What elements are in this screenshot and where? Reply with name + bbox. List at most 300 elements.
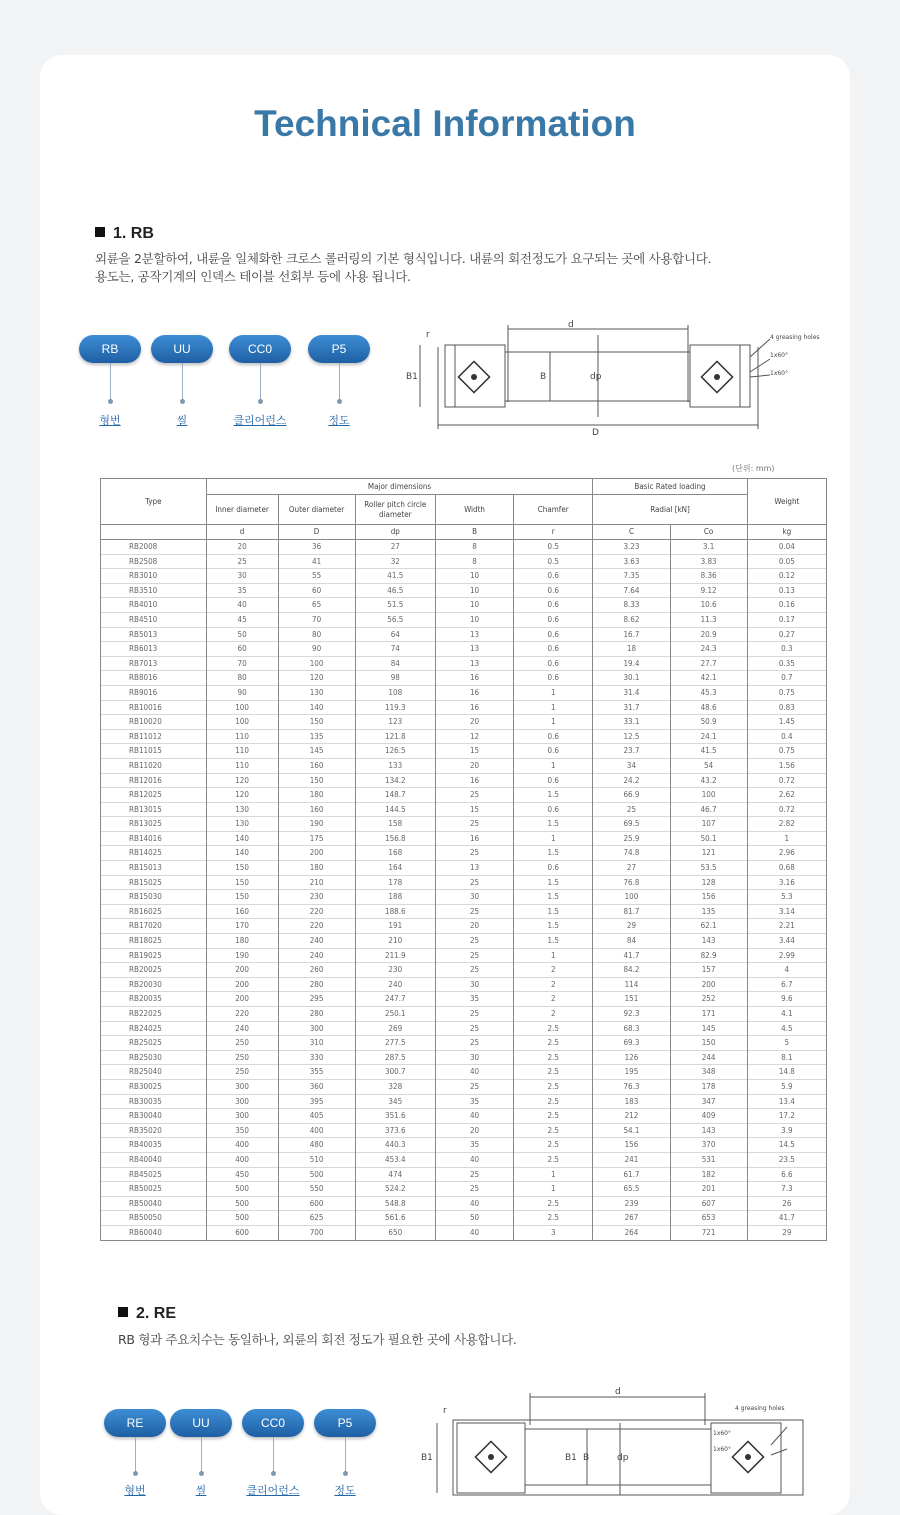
table-cell: 453.4 (355, 1152, 435, 1167)
table-row (101, 861, 827, 876)
table-cell: 650 (355, 1225, 435, 1240)
table-cell: 351.6 (355, 1109, 435, 1124)
header-basic-rated-loading: Basic Rated loading (593, 479, 747, 495)
table-cell: 140 (206, 846, 278, 861)
cell-type: RB20035 (101, 992, 207, 1007)
table-cell: 500 (278, 1167, 355, 1182)
table-cell: 1 (514, 831, 593, 846)
table-row (101, 1050, 827, 1065)
table-cell: 2.5 (514, 1050, 593, 1065)
dim-d: d (615, 1387, 621, 1397)
table-row (101, 788, 827, 803)
table-cell: 4.5 (747, 1021, 826, 1036)
table-cell: 160 (278, 802, 355, 817)
table-cell: 347 (670, 1094, 747, 1109)
cell-type: RB4010 (101, 598, 207, 613)
table-cell: 5.9 (747, 1079, 826, 1094)
table-cell: 190 (206, 948, 278, 963)
table-cell: 0.3 (747, 642, 826, 657)
table-cell: 10 (435, 598, 513, 613)
table-cell: 1.56 (747, 758, 826, 773)
table-cell: 2.96 (747, 846, 826, 861)
code-pill-clearance: CC0 (229, 335, 291, 363)
table-cell: 0.13 (747, 583, 826, 598)
table-cell: 14.5 (747, 1138, 826, 1153)
table-cell: 0.6 (514, 569, 593, 584)
cell-type: RB40035 (101, 1138, 207, 1153)
angle-label: 1x60° (713, 1446, 732, 1453)
table-cell: 200 (206, 977, 278, 992)
cell-type: RB15030 (101, 890, 207, 905)
table-cell: 40 (435, 1065, 513, 1080)
table-row (101, 758, 827, 773)
table-cell: 120 (278, 671, 355, 686)
table-cell: 81.7 (593, 904, 670, 919)
table-row (101, 1036, 827, 1051)
table-cell: 25 (206, 554, 278, 569)
table-cell: 25 (435, 963, 513, 978)
cell-type: RB30040 (101, 1109, 207, 1124)
table-cell: 140 (278, 700, 355, 715)
cell-type: RB60040 (101, 1225, 207, 1240)
table-row (101, 875, 827, 890)
table-cell: 41.5 (670, 744, 747, 759)
table-cell: 1.5 (514, 890, 593, 905)
cell-type: RB12016 (101, 773, 207, 788)
section-description-line: 용도는, 공작기계의 인덱스 테이블 선회부 등에 사용 됩니다. (95, 269, 411, 284)
table-cell: 0.6 (514, 642, 593, 657)
table-cell: 188 (355, 890, 435, 905)
table-cell: 1 (514, 1167, 593, 1182)
header-width: Width (435, 495, 513, 525)
table-cell: 1 (514, 758, 593, 773)
dim-dp: dp (590, 372, 602, 382)
table-cell: 7.35 (593, 569, 670, 584)
leader-dot (180, 399, 185, 404)
table-cell: 25 (435, 904, 513, 919)
table-cell: 25 (435, 817, 513, 832)
table-cell: 607 (670, 1196, 747, 1211)
table-cell: 158 (355, 817, 435, 832)
table-cell: 41.7 (593, 948, 670, 963)
table-cell: 191 (355, 919, 435, 934)
table-cell: 264 (593, 1225, 670, 1240)
table-cell: 150 (206, 861, 278, 876)
table-cell: 66.9 (593, 788, 670, 803)
table-cell: 110 (206, 729, 278, 744)
table-cell: 7.64 (593, 583, 670, 598)
table-cell: 1 (514, 700, 593, 715)
table-cell: 252 (670, 992, 747, 1007)
table-cell: 180 (206, 934, 278, 949)
rb-cross-section-drawing (400, 317, 840, 437)
leader-line (345, 1437, 346, 1473)
table-cell: 2.5 (514, 1094, 593, 1109)
header-type: Type (101, 479, 207, 525)
table-cell: 35 (435, 992, 513, 1007)
table-cell: 0.4 (747, 729, 826, 744)
table-cell: 561.6 (355, 1211, 435, 1226)
section-description-rb (95, 250, 815, 286)
table-cell: 550 (278, 1182, 355, 1197)
table-cell: 0.27 (747, 627, 826, 642)
table-cell: 8 (435, 540, 513, 555)
cell-type: RB2008 (101, 540, 207, 555)
table-cell: 26 (747, 1196, 826, 1211)
table-cell: 120 (206, 773, 278, 788)
table-cell: 3.44 (747, 934, 826, 949)
table-cell: 25 (435, 875, 513, 890)
table-cell: 3.63 (593, 554, 670, 569)
table-cell: 36 (278, 540, 355, 555)
header-roller-pitch: Roller pitch circle diameter (355, 495, 435, 525)
cell-type: RB15025 (101, 875, 207, 890)
dim-D: D (592, 428, 599, 437)
table-cell: 300 (206, 1094, 278, 1109)
table-cell: 10 (435, 583, 513, 598)
content-card (40, 55, 850, 1515)
cell-type: RB50050 (101, 1211, 207, 1226)
table-cell: 0.6 (514, 598, 593, 613)
table-cell: 16 (435, 831, 513, 846)
table-cell: 250 (206, 1050, 278, 1065)
table-cell: 40 (206, 598, 278, 613)
table-cell: 2.5 (514, 1123, 593, 1138)
table-cell: 74 (355, 642, 435, 657)
table-cell: 0.6 (514, 671, 593, 686)
table-cell: 500 (206, 1182, 278, 1197)
table-cell: 3.14 (747, 904, 826, 919)
table-cell: 23.7 (593, 744, 670, 759)
table-cell: 135 (670, 904, 747, 919)
table-cell: 244 (670, 1050, 747, 1065)
table-cell: 168 (355, 846, 435, 861)
leader-line (201, 1437, 202, 1473)
table-cell: 24.3 (670, 642, 747, 657)
table-cell: 23.5 (747, 1152, 826, 1167)
table-cell: 170 (206, 919, 278, 934)
table-cell: 1 (514, 685, 593, 700)
table-cell: 330 (278, 1050, 355, 1065)
unit-note: (단위: mm) (732, 464, 775, 473)
angle-label: 1x60° (770, 370, 789, 377)
header-weight: Weight (747, 479, 826, 525)
table-cell: 20 (435, 1123, 513, 1138)
cell-type: RB22025 (101, 1007, 207, 1022)
table-cell: 211.9 (355, 948, 435, 963)
table-cell: 100 (206, 700, 278, 715)
table-cell: 41.7 (747, 1211, 826, 1226)
table-row (101, 700, 827, 715)
table-cell: 42.1 (670, 671, 747, 686)
table-cell: 0.7 (747, 671, 826, 686)
table-cell: 0.6 (514, 583, 593, 598)
dim-B: B (583, 1453, 590, 1463)
table-cell: 130 (278, 685, 355, 700)
cell-type: RB12025 (101, 788, 207, 803)
table-cell: 195 (593, 1065, 670, 1080)
leader-line (273, 1437, 274, 1473)
table-row (101, 1225, 827, 1240)
table-cell: 240 (355, 977, 435, 992)
table-cell: 241 (593, 1152, 670, 1167)
table-cell: 100 (670, 788, 747, 803)
table-cell: 150 (278, 773, 355, 788)
table-cell: 6.6 (747, 1167, 826, 1182)
table-cell: 0.72 (747, 773, 826, 788)
table-row (101, 919, 827, 934)
table-cell: 201 (670, 1182, 747, 1197)
table-body (101, 540, 827, 1241)
header-sym-d: d (206, 525, 278, 540)
header-radial: Radial [kN] (593, 495, 747, 525)
code-pill-seal: UU (151, 335, 213, 363)
table-cell: 0.5 (514, 540, 593, 555)
table-cell: 2.5 (514, 1211, 593, 1226)
header-outer-diameter: Outer diameter (278, 495, 355, 525)
table-cell: 277.5 (355, 1036, 435, 1051)
table-cell: 9.12 (670, 583, 747, 598)
cell-type: RB2508 (101, 554, 207, 569)
table-cell: 126 (593, 1050, 670, 1065)
table-cell: 143 (670, 1123, 747, 1138)
table-cell: 182 (670, 1167, 747, 1182)
table-row (101, 977, 827, 992)
table-cell: 0.75 (747, 685, 826, 700)
table-cell: 25 (593, 802, 670, 817)
leader-line (135, 1437, 136, 1473)
table-cell: 143 (670, 934, 747, 949)
table-cell: 171 (670, 1007, 747, 1022)
table-cell: 2.82 (747, 817, 826, 832)
table-cell: 14.8 (747, 1065, 826, 1080)
table-cell: 20 (206, 540, 278, 555)
dim-B1: B1 (565, 1453, 577, 1463)
table-cell: 1.5 (514, 788, 593, 803)
table-cell: 400 (278, 1123, 355, 1138)
table-row (101, 685, 827, 700)
table-cell: 600 (206, 1225, 278, 1240)
table-cell: 0.6 (514, 656, 593, 671)
table-cell: 2 (514, 1007, 593, 1022)
table-cell: 183 (593, 1094, 670, 1109)
table-cell: 0.6 (514, 861, 593, 876)
table-cell: 240 (278, 948, 355, 963)
table-cell: 0.68 (747, 861, 826, 876)
code-label-clearance: 클리어런스 (246, 1484, 300, 1497)
table-cell: 33.1 (593, 715, 670, 730)
table-cell: 121 (670, 846, 747, 861)
cell-type: RB25025 (101, 1036, 207, 1051)
header-chamfer: Chamfer (514, 495, 593, 525)
table-cell: 0.05 (747, 554, 826, 569)
section-heading-rb: 1. RB (95, 225, 154, 243)
table-cell: 25 (435, 788, 513, 803)
table-cell: 5 (747, 1036, 826, 1051)
table-cell: 450 (206, 1167, 278, 1182)
table-cell: 69.5 (593, 817, 670, 832)
table-cell: 260 (278, 963, 355, 978)
table-cell: 2.5 (514, 1065, 593, 1080)
table-cell: 84 (593, 934, 670, 949)
table-cell: 25 (435, 934, 513, 949)
table-cell: 13.4 (747, 1094, 826, 1109)
cell-type: RB14025 (101, 846, 207, 861)
code-label-seal: 씰 (195, 1484, 207, 1497)
table-cell: 27.7 (670, 656, 747, 671)
leader-dot (343, 1471, 348, 1476)
table-cell: 175 (278, 831, 355, 846)
cell-type: RB5013 (101, 627, 207, 642)
table-cell: 46.5 (355, 583, 435, 598)
code-pill-type: RE (104, 1409, 166, 1437)
table-cell: 121.8 (355, 729, 435, 744)
table-cell: 0.16 (747, 598, 826, 613)
table-cell: 56.5 (355, 612, 435, 627)
leader-dot (337, 399, 342, 404)
cell-type: RB50025 (101, 1182, 207, 1197)
table-cell: 1.5 (514, 817, 593, 832)
table-cell: 10 (435, 569, 513, 584)
table-cell: 395 (278, 1094, 355, 1109)
table-cell: 70 (206, 656, 278, 671)
table-cell: 10 (435, 612, 513, 627)
square-bullet-icon (118, 1307, 128, 1317)
table-cell: 0.6 (514, 802, 593, 817)
table-cell: 30 (435, 890, 513, 905)
table-row (101, 963, 827, 978)
leader-line (339, 363, 340, 401)
re-cross-section-drawing (415, 1385, 810, 1500)
table-cell: 250 (206, 1036, 278, 1051)
table-cell: 160 (278, 758, 355, 773)
table-cell: 157 (670, 963, 747, 978)
table-row (101, 540, 827, 555)
header-sym-blank (101, 525, 207, 540)
table-cell: 64 (355, 627, 435, 642)
header-sym-B: B (435, 525, 513, 540)
leader-dot (271, 1471, 276, 1476)
table-cell: 24.2 (593, 773, 670, 788)
table-row (101, 948, 827, 963)
table-cell: 76.3 (593, 1079, 670, 1094)
square-bullet-icon (95, 227, 105, 237)
table-row (101, 904, 827, 919)
table-cell: 200 (670, 977, 747, 992)
table-cell: 2 (514, 992, 593, 1007)
table-cell: 51.5 (355, 598, 435, 613)
table-cell: 144.5 (355, 802, 435, 817)
table-cell: 240 (206, 1021, 278, 1036)
table-cell: 13 (435, 642, 513, 657)
table-cell: 40 (435, 1196, 513, 1211)
leader-dot (199, 1471, 204, 1476)
table-cell: 35 (435, 1138, 513, 1153)
leader-line (182, 363, 183, 401)
table-cell: 510 (278, 1152, 355, 1167)
leader-line (260, 363, 261, 401)
table-cell: 30 (435, 1050, 513, 1065)
table-cell: 409 (670, 1109, 747, 1124)
table-cell: 32 (355, 554, 435, 569)
table-cell: 18 (593, 642, 670, 657)
cell-type: RB17020 (101, 919, 207, 934)
table-cell: 280 (278, 977, 355, 992)
table-row (101, 1138, 827, 1153)
table-cell: 11.3 (670, 612, 747, 627)
table-cell: 212 (593, 1109, 670, 1124)
table-cell: 2.5 (514, 1109, 593, 1124)
table-row (101, 1211, 827, 1226)
table-cell: 17.2 (747, 1109, 826, 1124)
table-cell: 1.5 (514, 904, 593, 919)
table-cell: 5.3 (747, 890, 826, 905)
table-cell: 128 (670, 875, 747, 890)
table-cell: 60 (206, 642, 278, 657)
table-cell: 156.8 (355, 831, 435, 846)
table-cell: 13 (435, 656, 513, 671)
header-sym-C: C (593, 525, 670, 540)
table-cell: 230 (355, 963, 435, 978)
code-label-type: 형번 (99, 414, 121, 427)
table-cell: 145 (670, 1021, 747, 1036)
table-cell: 180 (278, 788, 355, 803)
table-cell: 25 (435, 846, 513, 861)
table-cell: 98 (355, 671, 435, 686)
table-cell: 350 (206, 1123, 278, 1138)
table-cell: 16 (435, 700, 513, 715)
section-heading-re: 2. RE (118, 1305, 176, 1323)
table-row (101, 1152, 827, 1167)
header-inner-diameter: Inner diameter (206, 495, 278, 525)
header-major-dimensions: Major dimensions (206, 479, 593, 495)
table-cell: 150 (206, 875, 278, 890)
page-title: Technical Information (254, 103, 636, 144)
table-row (101, 1065, 827, 1080)
table-cell: 310 (278, 1036, 355, 1051)
cell-type: RB11015 (101, 744, 207, 759)
table-cell: 135 (278, 729, 355, 744)
table-cell: 200 (206, 992, 278, 1007)
table-cell: 3 (514, 1225, 593, 1240)
cell-type: RB13015 (101, 802, 207, 817)
table-row (101, 612, 827, 627)
table-cell: 16 (435, 685, 513, 700)
table-cell: 300 (278, 1021, 355, 1036)
table-cell: 8 (435, 554, 513, 569)
table-row (101, 627, 827, 642)
leader-line (110, 363, 111, 401)
cell-type: RB45025 (101, 1167, 207, 1182)
table-cell: 48.6 (670, 700, 747, 715)
table-cell: 25.9 (593, 831, 670, 846)
table-cell: 31.4 (593, 685, 670, 700)
table-cell: 156 (670, 890, 747, 905)
table-cell: 9.6 (747, 992, 826, 1007)
table-cell: 20 (435, 758, 513, 773)
cell-type: RB3510 (101, 583, 207, 598)
table-cell: 548.8 (355, 1196, 435, 1211)
table-cell: 29 (593, 919, 670, 934)
cell-type: RB20030 (101, 977, 207, 992)
table-cell: 164 (355, 861, 435, 876)
table-cell: 65 (278, 598, 355, 613)
table-cell: 180 (278, 861, 355, 876)
table-row (101, 890, 827, 905)
table-cell: 50 (435, 1211, 513, 1226)
table-cell: 0.5 (514, 554, 593, 569)
table-cell: 220 (278, 904, 355, 919)
